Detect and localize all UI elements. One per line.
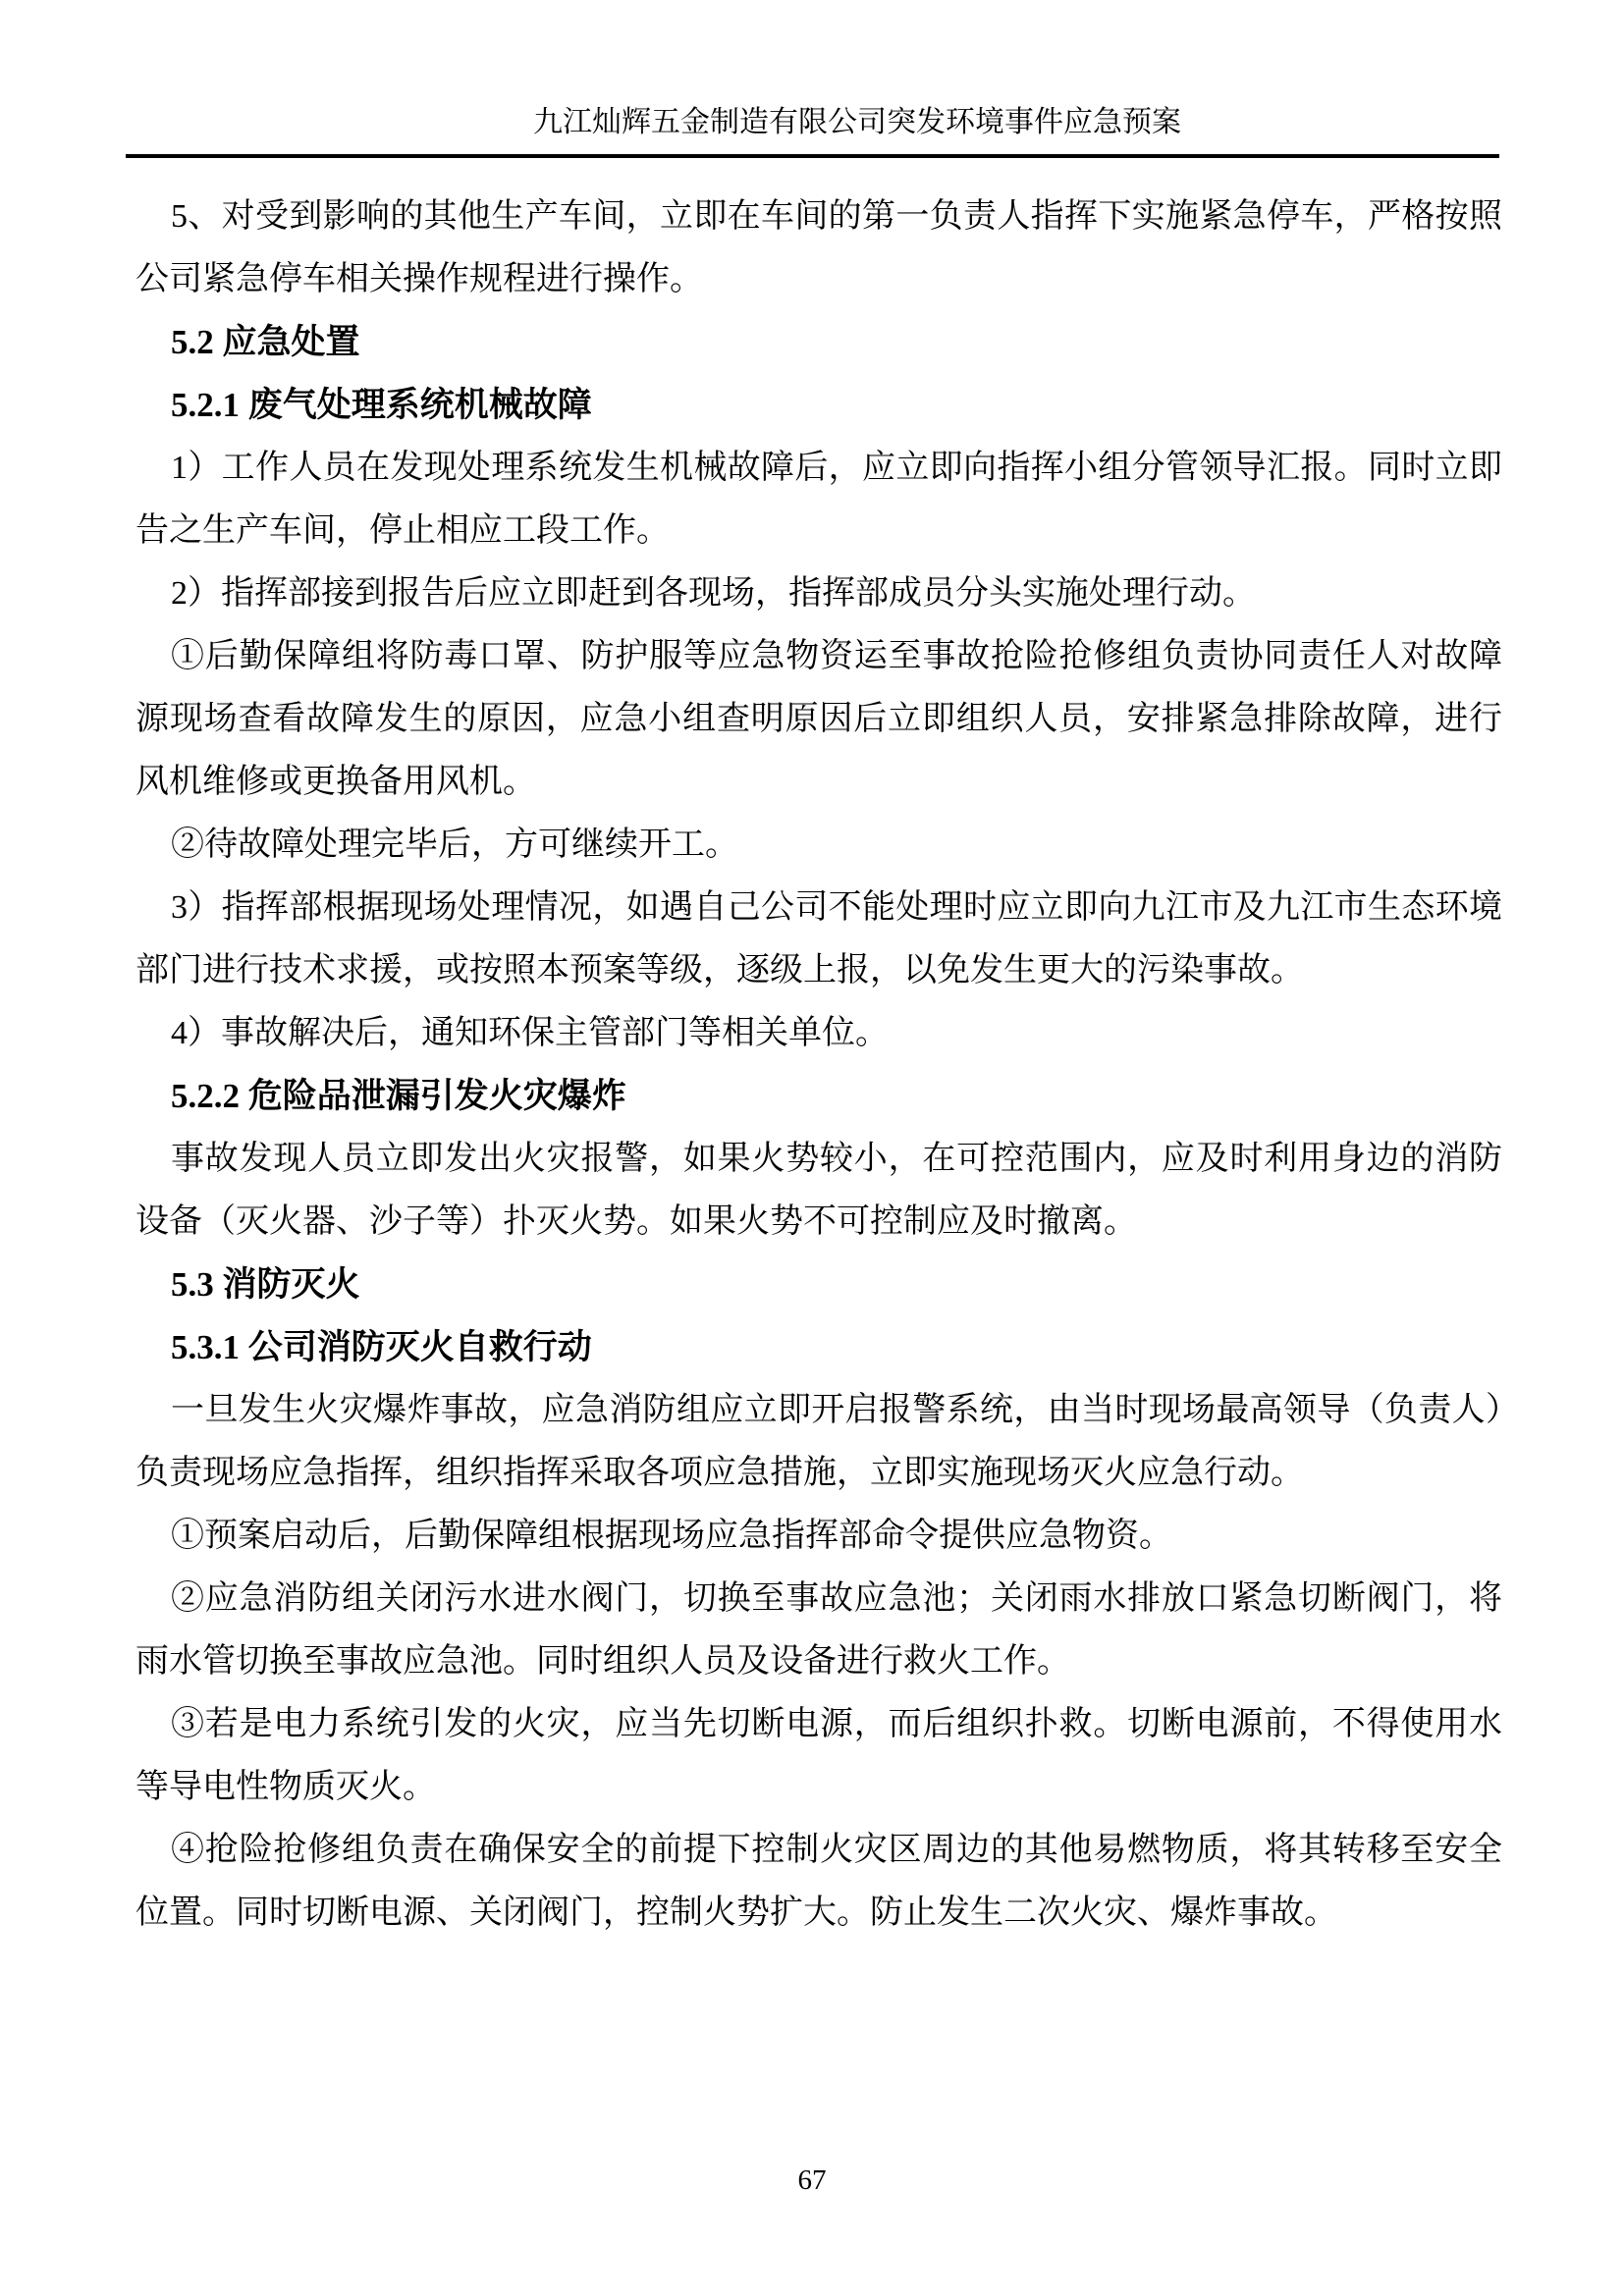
section-heading: 5.3 消防灭火 — [171, 1265, 360, 1304]
page-number: 67 — [797, 2164, 827, 2196]
section-heading: 5.2.1 废气处理系统机械故障 — [171, 386, 592, 424]
paragraph: ③若是电力系统引发的火灾，应当先切断电源，而后组织扑救。切断电源前，不得使用水等导电性物质灭火。 — [135, 1706, 1502, 1805]
paragraph: 1）工作人员在发现处理系统发生机械故障后，应立即向指挥小组分管领导汇报。同时立即告之生产车间，停止相应工段工作。 — [135, 450, 1502, 549]
page-header-title: 九江灿辉五金制造有限公司突发环境事件应急预案 — [533, 106, 1181, 138]
paragraph: 3）指挥部根据现场处理情况，如遇自己公司不能处理时应立即向九江市及九江市生态环境部门进行技术求援，或按照本预案等级，逐级上报，以免发生更大的污染事故。 — [135, 889, 1502, 988]
section-heading: 5.2.2 危险品泄漏引发火灾爆炸 — [171, 1077, 626, 1115]
paragraph: 5、对受到影响的其他生产车间，立即在车间的第一负责人指挥下实施紧急停车，严格按照公司紧急停车相关操作规程进行操作。 — [135, 198, 1502, 297]
document-body — [135, 186, 1502, 1945]
paragraph: ②应急消防组关闭污水进水阀门，切换至事故应急池；关闭雨水排放口紧急切断阀门，将雨水管切换至事故应急池。同时组织人员及设备进行救火工作。 — [135, 1580, 1502, 1680]
paragraph: ①预案启动后，后勤保障组根据现场应急指挥部命令提供应急物资。 — [171, 1518, 1172, 1554]
paragraph: 一旦发生火灾爆炸事故，应急消防组应立即开启报警系统，由当时现场最高领导（负责人）负责现场应急指挥，组织指挥采取各项应急措施，立即实施现场灭火应急行动。 — [135, 1392, 1502, 1491]
paragraph: ④抢险抢修组负责在确保安全的前提下控制火灾区周边的其他易燃物质，将其转移至安全位置。同时切断电源、关闭阀门，控制火势扩大。防止发生二次火灾、爆炸事故。 — [135, 1832, 1502, 1931]
paragraph: ②待故障处理完毕后，方可继续开工。 — [171, 827, 738, 863]
page-footer — [0, 2163, 1624, 2197]
paragraph: 2）指挥部接到报告后应立即赶到各现场，指挥部成员分头实施处理行动。 — [171, 575, 1256, 612]
paragraph: 事故发现人员立即发出火灾报警，如果火势较小，在可控范围内，应及时利用身边的消防设备（灭火器、沙子等）扑灭火势。如果火势不可控制应及时撤离。 — [135, 1141, 1502, 1240]
paragraph: ①后勤保障组将防毒口罩、防护服等应急物资运至事故抢险抢修组负责协同责任人对故障源现场查看故障发生的原因，应急小组查明原因后立即组织人员，安排紧急排除故障，进行风机维修或更换备用风机。 — [135, 638, 1502, 800]
header-rule — [126, 154, 1499, 158]
paragraph: 4）事故解决后，通知环保主管部门等相关单位。 — [171, 1015, 889, 1051]
section-heading: 5.2 应急处置 — [171, 323, 360, 361]
section-heading: 5.3.1 公司消防灭火自救行动 — [171, 1328, 592, 1366]
